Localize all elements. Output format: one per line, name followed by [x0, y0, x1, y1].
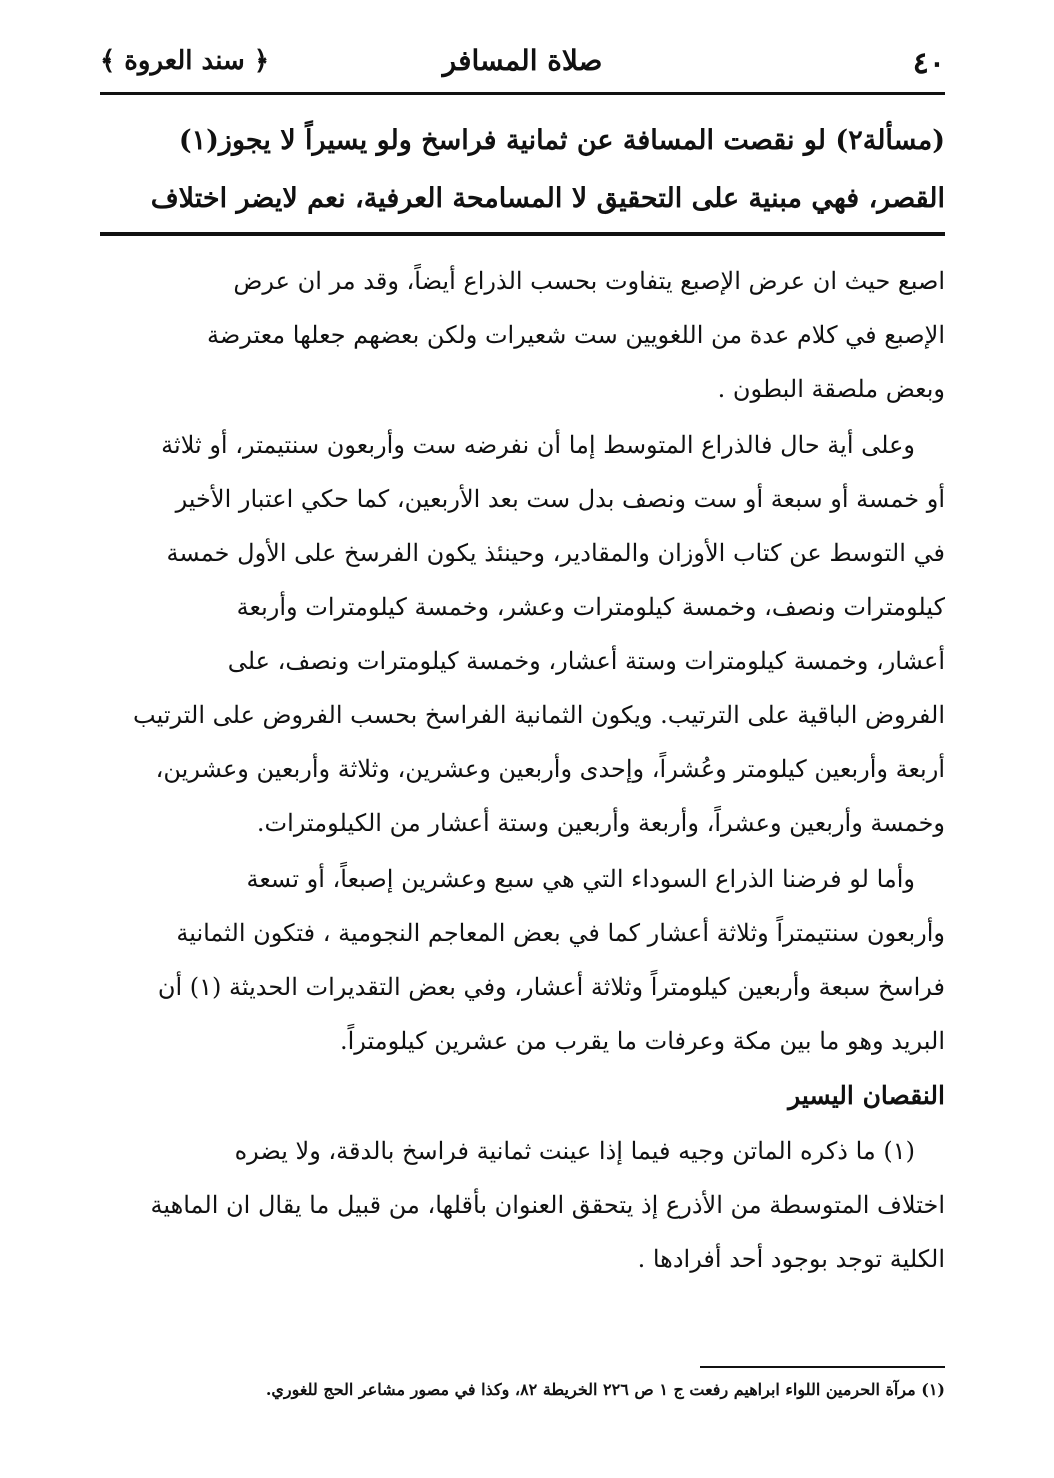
- text-line: وعلى أية حال فالذراع المتوسط إما أن نفرضه ست وأربعون سنتيمتر، أو ثلاثة: [161, 431, 915, 459]
- text-line: وأربعون سنتيمتراً وثلاثة أعشار كما في بعض المعاجم النجومية ، فتكون الثمانية: [176, 919, 945, 947]
- text-line: فراسخ سبعة وأربعين كيلومتراً وثلاثة أعشار، وفي بعض التقديرات الحديثة (١) أن: [157, 973, 945, 1001]
- text-line: وخمسة وأربعين وعشراً، وأربعة وأربعين وستة أعشار من الكيلومترات.: [256, 809, 945, 837]
- text-line: في التوسط عن كتاب الأوزان والمقادير، وحينئذ يكون الفرسخ على الأول خمسة: [166, 539, 945, 567]
- page-number: ٤٠: [912, 46, 945, 81]
- commentary-paragraph: [100, 852, 945, 1068]
- issue-divider: [100, 232, 945, 236]
- footnote: (١) مرآة الحرمين اللواء ابراهيم رفعت ج ١ ص ٢٢٦ الخريطة ٨٢، وكذا في مصور مشاعر الحج للغوري.: [265, 1380, 945, 1399]
- issue-line: القصر، فهي مبنية على التحقيق لا المسامحة العرفية، نعم لايضر اختلاف: [150, 183, 945, 214]
- header-divider: [100, 92, 945, 95]
- text-line: البريد وهو ما بين مكة وعرفات ما يقرب من عشرين كيلومتراً.: [339, 1027, 945, 1055]
- commentary-paragraph: [100, 254, 945, 416]
- text-line: اختلاف المتوسطة من الأذرع إذ يتحقق العنوان بأقلها، من قبيل ما يقال ان الماهية: [150, 1191, 945, 1219]
- note-paragraph: [100, 1124, 945, 1286]
- commentary-paragraph: [100, 418, 945, 850]
- page-header: [100, 44, 945, 84]
- text-line: (١) ما ذكره الماتن وجيه فيما إذا عينت ثمانية فراسخ بالدقة، ولا يضره: [234, 1137, 915, 1165]
- section-heading: النقصان اليسير: [788, 1081, 945, 1110]
- footnote-divider: [700, 1366, 945, 1368]
- text-line: وبعض ملصقة البطون .: [717, 375, 945, 403]
- text-line: أو خمسة أو سبعة أو ست ونصف بدل ست بعد الأربعين، كما حكي اعتبار الأخير: [175, 485, 945, 513]
- text-line: اصبع حيث ان عرض الإصبع يتفاوت بحسب الذراع أيضاً، وقد مر ان عرض: [233, 267, 945, 295]
- text-line: كيلومترات ونصف، وخمسة كيلومترات وعشر، وخمسة كيلومترات وأربعة: [236, 593, 945, 621]
- issue-text: [100, 112, 945, 228]
- text-line: أربعة وأربعين كيلومتر وعُشراً، وإحدى وأربعين وعشرين، وثلاثة وأربعين وعشرين،: [155, 755, 945, 783]
- text-line: الفروض الباقية على الترتيب. ويكون الثمانية الفراسخ بحسب الفروض على الترتيب: [133, 701, 945, 729]
- text-line: الإصبع في كلام عدة من اللغويين ست شعيرات ولكن بعضهم جعلها معترضة: [207, 321, 945, 349]
- commentary-text: [100, 254, 945, 1286]
- book-title: ﴿ سند العروة ﴾: [100, 46, 270, 76]
- issue-line: (مسألة٢) لو نقصت المسافة عن ثمانية فراسخ ولو يسيراً لا يجوز(١): [178, 125, 945, 156]
- chapter-title: صلاة المسافر: [442, 44, 603, 77]
- text-line: الكلية توجد بوجود أحد أفرادها .: [637, 1245, 945, 1273]
- text-line: أعشار، وخمسة كيلومترات وستة أعشار، وخمسة كيلومترات ونصف، على: [227, 647, 945, 675]
- text-line: وأما لو فرضنا الذراع السوداء التي هي سبع وعشرين إصبعاً، أو تسعة: [246, 865, 915, 893]
